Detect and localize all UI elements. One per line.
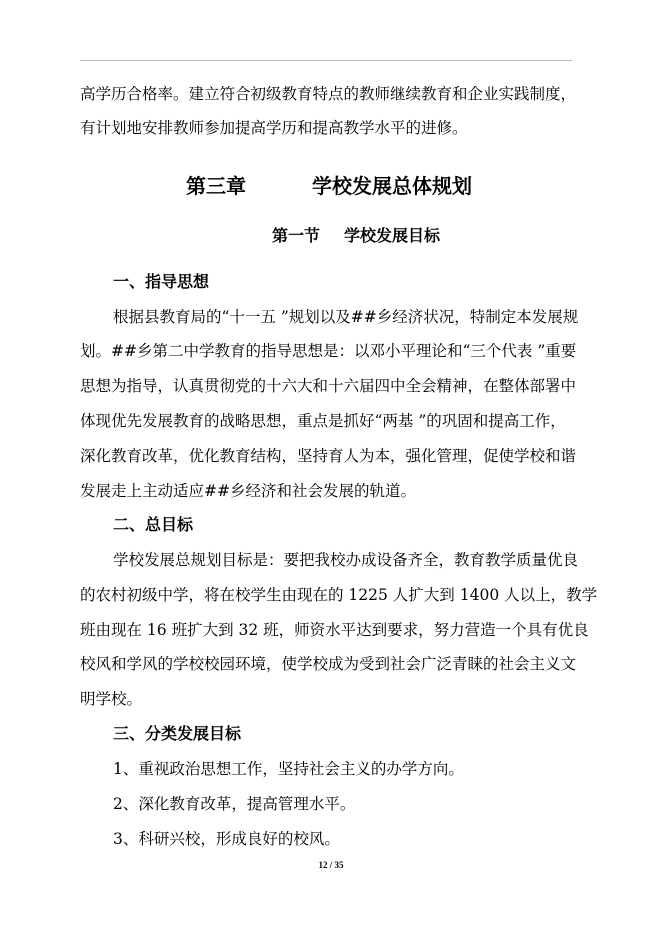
chapter-title: 学校发展总体规划 (312, 174, 472, 198)
paragraph-line: 发展走上主动适应##乡经济和社会发展的轨道。 (80, 482, 416, 500)
section-number: 第一节 (272, 226, 321, 245)
paragraph-line: 的农村初级中学，将在校学生由现在的 1225 人扩大到 1400 人以上，教学 (80, 586, 598, 604)
section-title: 学校发展目标 (344, 226, 441, 245)
paragraph-line: 划。##乡第二中学教育的指导思想是：以邓小平理论和“三个代表 ”重要 (80, 342, 577, 360)
page-number: 12 / 35 (318, 860, 344, 870)
paragraph-line: 明学校。 (80, 690, 143, 708)
chapter-number: 第三章 (186, 174, 246, 198)
list-item: 1、重视政治思想工作，坚持社会主义的办学方向。 (113, 760, 464, 778)
heading-category-goals: 三、分类发展目标 (113, 724, 242, 743)
paragraph-line: 根据县教育局的“十一五 ”规划以及##乡经济状况，特制定本发展规 (113, 308, 579, 326)
heading-overall-goal: 二、总目标 (113, 515, 194, 534)
header-rule (80, 60, 572, 61)
paragraph-line: 深化教育改革，优化教育结构，坚持育人为本，强化管理，促使学校和谐 (80, 447, 577, 465)
paragraph-line: 体现优先发展教育的战略思想，重点是抓好“两基 ”的巩固和提高工作， (80, 412, 566, 430)
list-item: 2、深化教育改革，提高管理水平。 (113, 795, 356, 813)
continuation-line: 有计划地安排教师参加提高学历和提高教学水平的进修。 (80, 119, 468, 137)
paragraph-line: 学校发展总规划目标是：要把我校办成设备齐全，教育教学质量优良 (113, 551, 579, 569)
paragraph-line: 班由现在 16 班扩大到 32 班，师资水平达到要求，努力营造一个具有优良 (80, 621, 589, 639)
list-item: 3、科研兴校，形成良好的校风。 (113, 830, 340, 848)
heading-guiding-ideology: 一、指导思想 (113, 272, 210, 291)
paragraph-line: 思想为指导，认真贯彻党的十六大和十六届四中全会精神，在整体部署中 (80, 377, 577, 395)
paragraph-line: 校风和学风的学校校园环境，使学校成为受到社会广泛青睐的社会主义文 (80, 655, 577, 673)
continuation-line: 高学历合格率。建立符合初级教育特点的教师继续教育和企业实践制度， (80, 85, 577, 103)
